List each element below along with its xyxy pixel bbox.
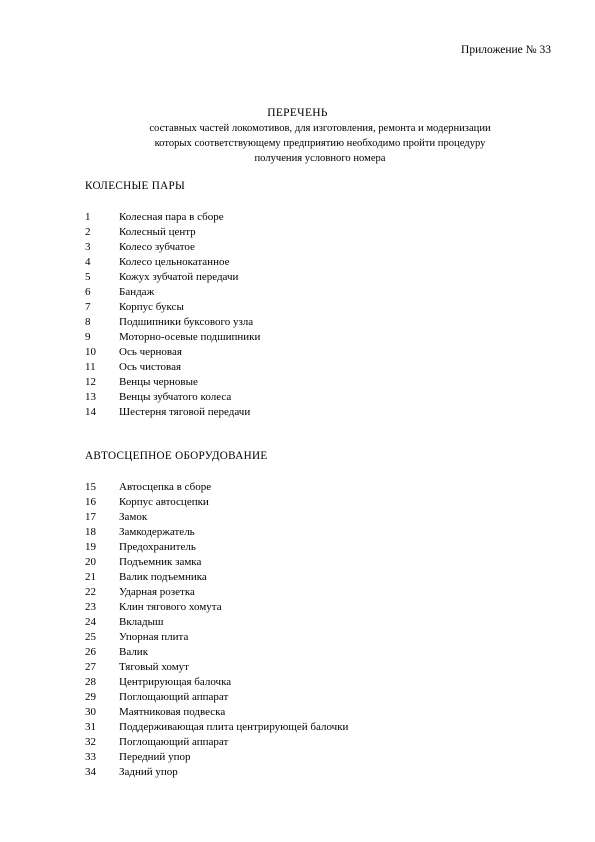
list-item [85,345,260,360]
item-name: Венцы зубчатого колеса [119,391,232,403]
list-item [85,300,260,315]
item-name: Венцы черновые [119,376,198,388]
list-item [85,660,348,675]
item-number: 27 [85,661,96,673]
list-item [85,285,260,300]
item-name: Предохранитель [119,541,196,553]
item-number: 9 [85,331,91,343]
item-number: 29 [85,691,96,703]
document-subtitle-line: составных частей локомотивов, для изготовления, ремонта и модернизации [149,123,491,134]
item-name: Моторно-осевые подшипники [119,331,261,343]
item-name: Колесо цельнокатанное [119,256,230,268]
item-number: 2 [85,226,91,238]
section-heading-wheelsets: КОЛЕСНЫЕ ПАРЫ [85,180,186,192]
item-number: 11 [85,361,96,373]
item-name: Поглощающий аппарат [119,736,229,748]
list-item [85,375,260,390]
list-item [85,330,260,345]
list-item [85,615,348,630]
item-name: Автосцепка в сборе [119,481,212,493]
item-name: Корпус автосцепки [119,496,209,508]
list-item [85,210,260,225]
list-item [85,255,260,270]
item-number: 25 [85,631,96,643]
list-item [85,555,348,570]
item-number: 7 [85,301,91,313]
item-number: 20 [85,556,96,568]
item-name: Корпус буксы [119,301,184,313]
section-heading-coupling-equipment: АВТОСЦЕПНОЕ ОБОРУДОВАНИЕ [85,450,268,462]
document-title: ПЕРЕЧЕНЬ [267,107,328,119]
item-name: Клин тягового хомута [119,601,222,613]
item-name: Колесный центр [119,226,196,238]
item-number: 8 [85,316,91,328]
item-number: 17 [85,511,96,523]
item-name: Бандаж [119,286,155,298]
list-item [85,315,260,330]
item-name: Шестерня тяговой передачи [119,406,251,418]
item-name: Центрирующая балочка [119,676,232,688]
item-number: 22 [85,586,96,598]
list-item [85,510,348,525]
list-item [85,360,260,375]
list-item [85,270,260,285]
list-item [85,600,348,615]
item-number: 34 [85,766,96,778]
item-name: Передний упор [119,751,191,763]
item-number: 10 [85,346,96,358]
item-name: Поглощающий аппарат [119,691,229,703]
wheelset-parts-list [85,210,260,420]
item-number: 16 [85,496,96,508]
item-number: 33 [85,751,96,763]
item-number: 26 [85,646,96,658]
list-item [85,390,260,405]
item-name: Задний упор [119,766,178,778]
list-item [85,585,348,600]
item-number: 24 [85,616,96,628]
item-name: Колесо зубчатое [119,241,195,253]
coupling-parts-list [85,480,348,780]
item-number: 3 [85,241,91,253]
list-item [85,735,348,750]
list-item [85,675,348,690]
item-number: 14 [85,406,96,418]
item-number: 15 [85,481,96,493]
item-name: Валик [119,646,149,658]
item-name: Вкладыш [119,616,164,628]
item-name: Подшипники буксового узла [119,316,254,328]
item-name: Ось черновая [119,346,182,358]
list-item [85,570,348,585]
list-item [85,750,348,765]
item-name: Замкодержатель [119,526,195,538]
item-name: Валик подъемника [119,571,207,583]
list-item [85,525,348,540]
item-number: 30 [85,706,96,718]
item-name: Тяговый хомут [119,661,189,673]
item-number: 1 [85,211,91,223]
list-item [85,225,260,240]
list-item [85,705,348,720]
list-item [85,645,348,660]
item-name: Ось чистовая [119,361,182,373]
list-item [85,690,348,705]
list-item [85,480,348,495]
item-number: 31 [85,721,96,733]
document-subtitle-line: получения условного номера [254,153,386,164]
list-item [85,405,260,420]
item-number: 21 [85,571,96,583]
item-number: 5 [85,271,91,283]
item-number: 6 [85,286,91,298]
list-item [85,540,348,555]
item-name: Маятниковая подвеска [119,706,226,718]
item-name: Поддерживающая плита центрирующей балочки [119,721,349,733]
item-name: Колесная пара в сборе [119,211,224,223]
item-number: 18 [85,526,96,538]
document-subtitle-line: которых соответствующему предприятию необходимо пройти процедуру [154,138,486,149]
item-number: 19 [85,541,96,553]
item-number: 23 [85,601,96,613]
list-item [85,720,348,735]
list-item [85,630,348,645]
appendix-label: Приложение № 33 [461,44,551,56]
item-name: Подъемник замка [119,556,202,568]
item-name: Ударная розетка [119,586,195,598]
list-item [85,495,348,510]
item-number: 4 [85,256,91,268]
item-number: 28 [85,676,96,688]
item-number: 32 [85,736,96,748]
item-name: Кожух зубчатой передачи [119,271,239,283]
item-number: 12 [85,376,96,388]
item-number: 13 [85,391,96,403]
list-item [85,765,348,780]
item-name: Замок [119,511,148,523]
item-name: Упорная плита [119,631,189,643]
list-item [85,240,260,255]
